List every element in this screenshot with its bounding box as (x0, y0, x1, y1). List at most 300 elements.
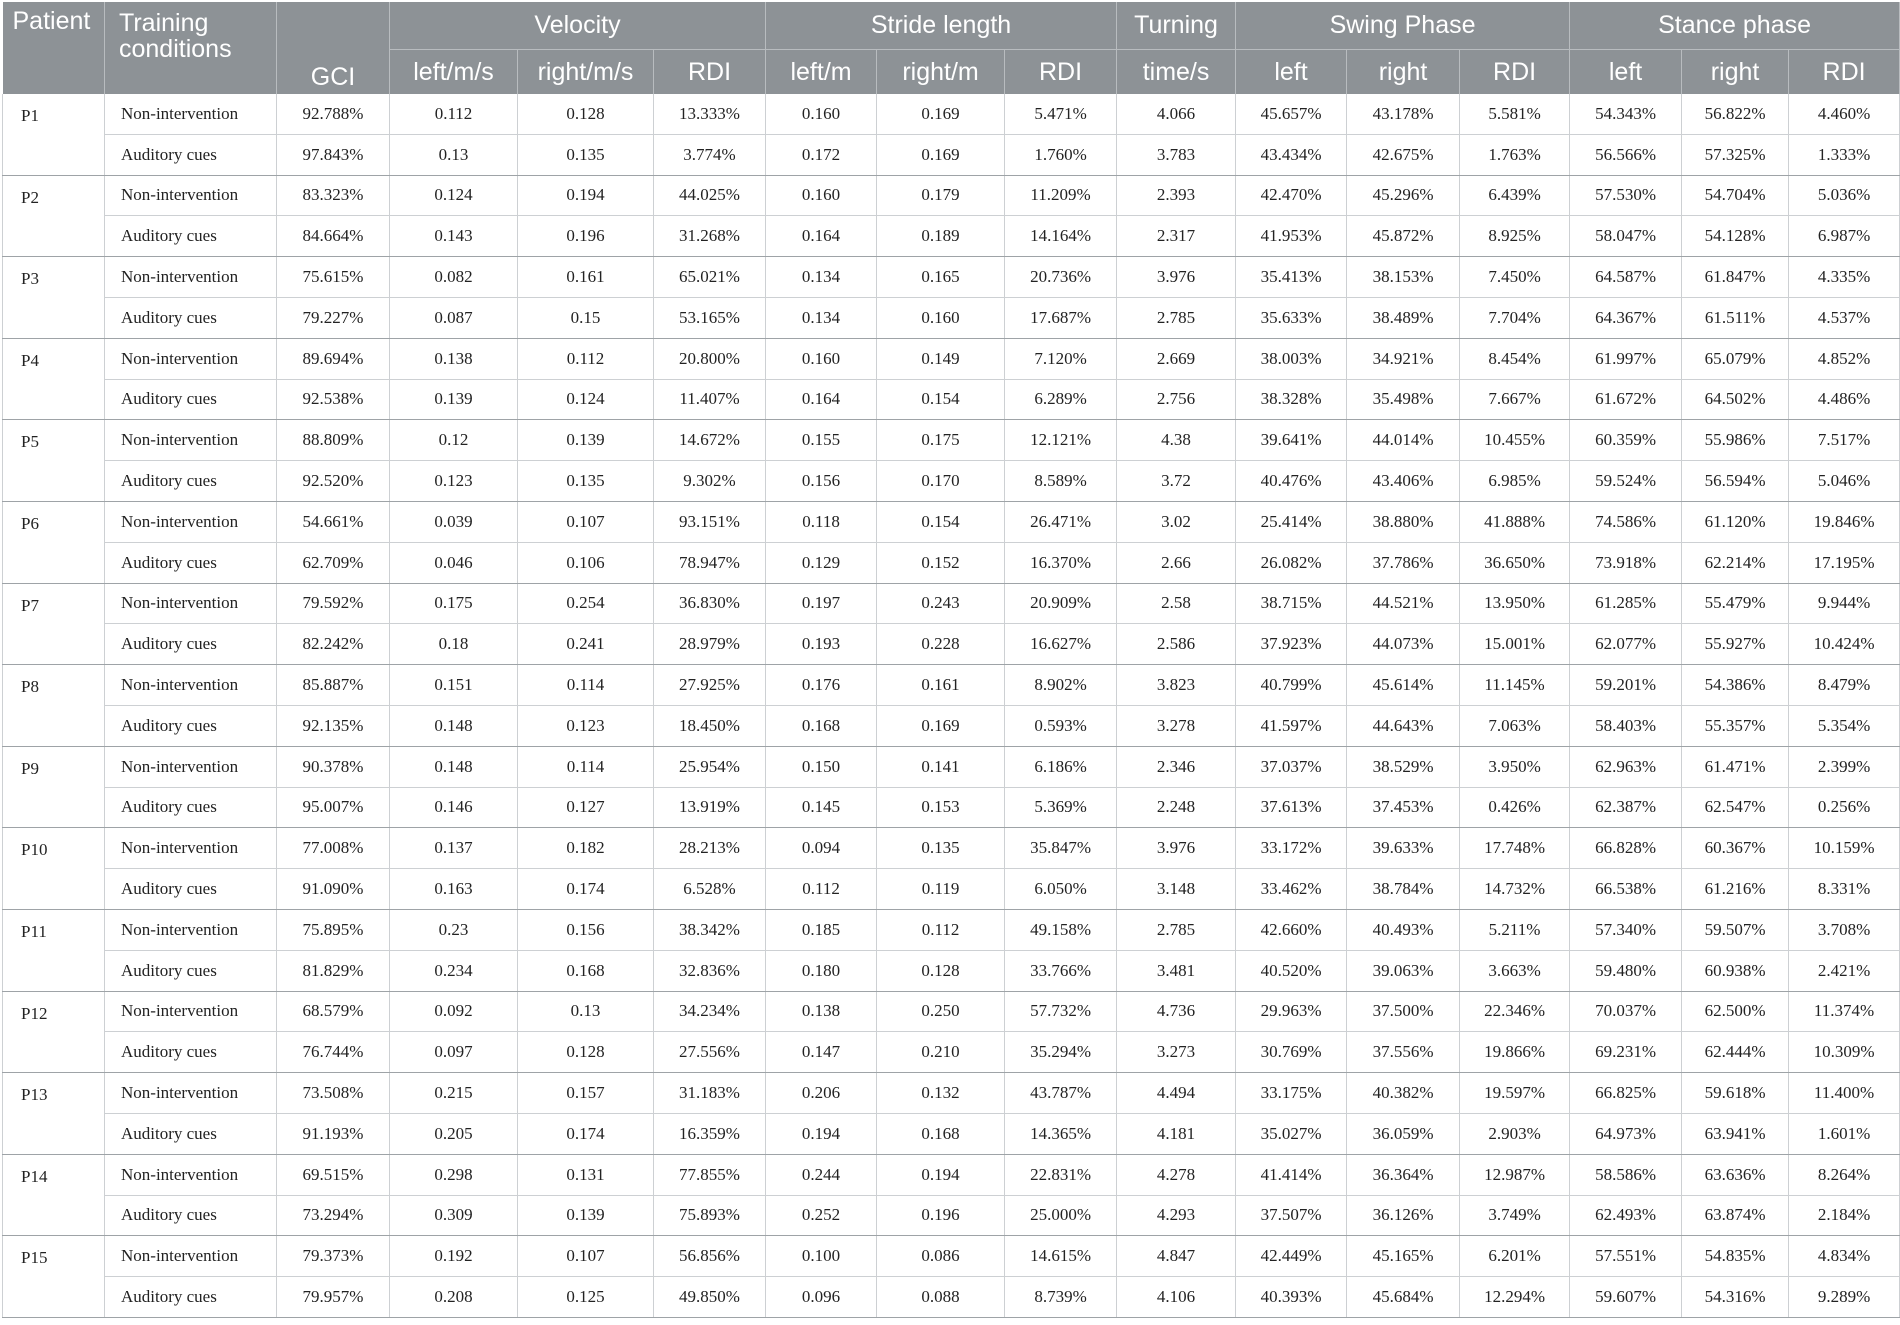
stride-right-cell: 0.152 (877, 542, 1005, 583)
stance-rdi-cell: 4.537% (1789, 297, 1900, 338)
patient-id-cell: P12 (3, 991, 105, 1073)
swing-right-cell: 38.784% (1347, 869, 1460, 910)
stance-right-cell: 63.874% (1682, 1195, 1789, 1236)
stride-left-cell: 0.164 (766, 379, 877, 420)
velocity-left-cell: 0.146 (390, 787, 518, 828)
stance-left-cell: 62.963% (1570, 746, 1682, 787)
stride-left-cell: 0.180 (766, 950, 877, 991)
swing-right-cell: 38.489% (1347, 297, 1460, 338)
stance-rdi-cell: 6.987% (1789, 216, 1900, 257)
stride-right-cell: 0.154 (877, 379, 1005, 420)
velocity-left-cell: 0.112 (390, 94, 518, 134)
stride-rdi-cell: 57.732% (1005, 991, 1117, 1032)
stride-left-cell: 0.094 (766, 828, 877, 869)
swing-right-cell: 38.880% (1347, 501, 1460, 542)
stride-right-cell: 0.169 (877, 94, 1005, 134)
gci-cell: 77.008% (277, 828, 390, 869)
stance-left-cell: 64.367% (1570, 297, 1682, 338)
turning-time-cell: 3.823 (1117, 665, 1236, 706)
swing-rdi-cell: 6.439% (1460, 175, 1570, 216)
velocity-left-cell: 0.097 (390, 1032, 518, 1073)
velocity-right-cell: 0.128 (518, 94, 654, 134)
stride-left-cell: 0.160 (766, 338, 877, 379)
stance-rdi-cell: 11.374% (1789, 991, 1900, 1032)
velocity-rdi-cell: 49.850% (654, 1277, 766, 1318)
swing-left-cell: 42.449% (1236, 1236, 1347, 1277)
swing-rdi-cell: 15.001% (1460, 624, 1570, 665)
velocity-right-cell: 0.107 (518, 501, 654, 542)
turning-time-cell: 4.066 (1117, 94, 1236, 134)
stride-right-cell: 0.170 (877, 461, 1005, 502)
turning-time-cell: 2.58 (1117, 583, 1236, 624)
turning-time-cell: 2.393 (1117, 175, 1236, 216)
stride-left-cell: 0.160 (766, 94, 877, 134)
swing-rdi-cell: 7.667% (1460, 379, 1570, 420)
swing-left-cell: 26.082% (1236, 542, 1347, 583)
training-condition-cell: Auditory cues (105, 379, 277, 420)
stance-rdi-cell: 2.184% (1789, 1195, 1900, 1236)
patient-id-cell: P11 (3, 909, 105, 991)
turning-time-cell: 4.106 (1117, 1277, 1236, 1318)
swing-right-cell: 35.498% (1347, 379, 1460, 420)
stance-left-cell: 69.231% (1570, 1032, 1682, 1073)
table-row (3, 501, 1900, 542)
gci-cell: 88.809% (277, 420, 390, 461)
swing-left-cell: 38.715% (1236, 583, 1347, 624)
training-condition-cell: Auditory cues (105, 705, 277, 746)
training-condition-cell: Non-intervention (105, 338, 277, 379)
patient-id-cell: P13 (3, 1073, 105, 1155)
stride-rdi-cell: 1.760% (1005, 134, 1117, 175)
stance-left-cell: 64.587% (1570, 257, 1682, 298)
swing-left-cell: 41.414% (1236, 1154, 1347, 1195)
stance-rdi-cell: 1.601% (1789, 1113, 1900, 1154)
stance-rdi-cell: 4.486% (1789, 379, 1900, 420)
table-row (3, 665, 1900, 706)
swing-right-cell: 45.165% (1347, 1236, 1460, 1277)
swing-right-cell: 44.521% (1347, 583, 1460, 624)
stride-rdi-cell: 16.370% (1005, 542, 1117, 583)
gci-cell: 79.373% (277, 1236, 390, 1277)
stride-rdi-cell: 22.831% (1005, 1154, 1117, 1195)
stride-rdi-cell: 11.209% (1005, 175, 1117, 216)
turning-time-cell: 2.66 (1117, 542, 1236, 583)
velocity-right-cell: 0.15 (518, 297, 654, 338)
velocity-left-cell: 0.151 (390, 665, 518, 706)
swing-left-cell: 38.003% (1236, 338, 1347, 379)
stride-left-cell: 0.118 (766, 501, 877, 542)
stride-rdi-cell: 17.687% (1005, 297, 1117, 338)
stride-rdi-cell: 6.186% (1005, 746, 1117, 787)
table-row (3, 869, 1900, 910)
stance-right-cell: 59.618% (1682, 1073, 1789, 1114)
turning-time-cell: 4.494 (1117, 1073, 1236, 1114)
stride-left-cell: 0.112 (766, 869, 877, 910)
patient-id-cell: P3 (3, 257, 105, 339)
stride-right-cell: 0.196 (877, 1195, 1005, 1236)
gci-cell: 79.592% (277, 583, 390, 624)
table-row (3, 1195, 1900, 1236)
table-row (3, 1236, 1900, 1277)
velocity-rdi-cell: 93.151% (654, 501, 766, 542)
stance-left-cell: 73.918% (1570, 542, 1682, 583)
patient-id-cell: P7 (3, 583, 105, 665)
training-condition-cell: Non-intervention (105, 583, 277, 624)
swing-right-cell: 44.643% (1347, 705, 1460, 746)
velocity-rdi-cell: 44.025% (654, 175, 766, 216)
velocity-right-cell: 0.106 (518, 542, 654, 583)
velocity-rdi-cell: 14.672% (654, 420, 766, 461)
velocity-rdi-cell: 6.528% (654, 869, 766, 910)
gci-cell: 97.843% (277, 134, 390, 175)
stance-left-cell: 59.480% (1570, 950, 1682, 991)
swing-right-cell: 37.786% (1347, 542, 1460, 583)
stride-left-cell: 0.134 (766, 257, 877, 298)
velocity-rdi-cell: 56.856% (654, 1236, 766, 1277)
stance-left-cell: 59.201% (1570, 665, 1682, 706)
velocity-right-cell: 0.135 (518, 461, 654, 502)
velocity-right-cell: 0.123 (518, 705, 654, 746)
swing-rdi-cell: 2.903% (1460, 1113, 1570, 1154)
stride-right-cell: 0.086 (877, 1236, 1005, 1277)
training-condition-cell: Auditory cues (105, 624, 277, 665)
header-gci: GCI (277, 2, 390, 94)
velocity-right-cell: 0.112 (518, 338, 654, 379)
velocity-rdi-cell: 16.359% (654, 1113, 766, 1154)
stance-left-cell: 62.387% (1570, 787, 1682, 828)
table-row (3, 583, 1900, 624)
stance-rdi-cell: 4.460% (1789, 94, 1900, 134)
header-stance-left: left (1570, 50, 1682, 95)
gci-cell: 79.957% (277, 1277, 390, 1318)
turning-time-cell: 4.38 (1117, 420, 1236, 461)
stance-rdi-cell: 5.046% (1789, 461, 1900, 502)
gci-cell: 92.135% (277, 705, 390, 746)
stride-rdi-cell: 43.787% (1005, 1073, 1117, 1114)
stride-right-cell: 0.250 (877, 991, 1005, 1032)
stance-left-cell: 70.037% (1570, 991, 1682, 1032)
table-row (3, 216, 1900, 257)
training-condition-cell: Non-intervention (105, 1154, 277, 1195)
stride-rdi-cell: 26.471% (1005, 501, 1117, 542)
header-stride-right: right/m (877, 50, 1005, 95)
header-velocity-right: right/m/s (518, 50, 654, 95)
swing-rdi-cell: 7.063% (1460, 705, 1570, 746)
stride-left-cell: 0.244 (766, 1154, 877, 1195)
velocity-left-cell: 0.124 (390, 175, 518, 216)
stance-rdi-cell: 10.309% (1789, 1032, 1900, 1073)
stance-right-cell: 55.986% (1682, 420, 1789, 461)
turning-time-cell: 4.278 (1117, 1154, 1236, 1195)
swing-left-cell: 40.393% (1236, 1277, 1347, 1318)
stride-rdi-cell: 8.902% (1005, 665, 1117, 706)
turning-time-cell: 3.72 (1117, 461, 1236, 502)
table-row (3, 991, 1900, 1032)
turning-time-cell: 3.783 (1117, 134, 1236, 175)
swing-right-cell: 39.633% (1347, 828, 1460, 869)
velocity-left-cell: 0.046 (390, 542, 518, 583)
stance-left-cell: 57.551% (1570, 1236, 1682, 1277)
patient-id-cell: P10 (3, 828, 105, 910)
stride-rdi-cell: 14.365% (1005, 1113, 1117, 1154)
swing-rdi-cell: 13.950% (1460, 583, 1570, 624)
header-stance-right: right (1682, 50, 1789, 95)
training-condition-cell: Auditory cues (105, 787, 277, 828)
stride-rdi-cell: 8.739% (1005, 1277, 1117, 1318)
stance-right-cell: 62.214% (1682, 542, 1789, 583)
stance-right-cell: 55.357% (1682, 705, 1789, 746)
table-row (3, 1277, 1900, 1318)
turning-time-cell: 2.248 (1117, 787, 1236, 828)
gci-cell: 90.378% (277, 746, 390, 787)
stride-rdi-cell: 0.593% (1005, 705, 1117, 746)
swing-rdi-cell: 5.211% (1460, 909, 1570, 950)
stance-rdi-cell: 10.159% (1789, 828, 1900, 869)
stride-left-cell: 0.096 (766, 1277, 877, 1318)
stance-right-cell: 64.502% (1682, 379, 1789, 420)
stance-right-cell: 61.471% (1682, 746, 1789, 787)
stride-right-cell: 0.169 (877, 705, 1005, 746)
gci-cell: 85.887% (277, 665, 390, 706)
gci-cell: 91.193% (277, 1113, 390, 1154)
stance-left-cell: 54.343% (1570, 94, 1682, 134)
stride-rdi-cell: 12.121% (1005, 420, 1117, 461)
swing-right-cell: 42.675% (1347, 134, 1460, 175)
header-stride-left: left/m (766, 50, 877, 95)
velocity-left-cell: 0.087 (390, 297, 518, 338)
swing-right-cell: 44.014% (1347, 420, 1460, 461)
swing-rdi-cell: 12.987% (1460, 1154, 1570, 1195)
velocity-left-cell: 0.148 (390, 746, 518, 787)
gci-cell: 89.694% (277, 338, 390, 379)
turning-time-cell: 2.785 (1117, 909, 1236, 950)
stance-right-cell: 54.386% (1682, 665, 1789, 706)
velocity-right-cell: 0.125 (518, 1277, 654, 1318)
swing-rdi-cell: 5.581% (1460, 94, 1570, 134)
velocity-right-cell: 0.131 (518, 1154, 654, 1195)
swing-left-cell: 30.769% (1236, 1032, 1347, 1073)
patient-id-cell: P1 (3, 94, 105, 175)
training-condition-cell: Non-intervention (105, 94, 277, 134)
stride-left-cell: 0.172 (766, 134, 877, 175)
gci-cell: 81.829% (277, 950, 390, 991)
turning-time-cell: 4.736 (1117, 991, 1236, 1032)
stance-rdi-cell: 2.421% (1789, 950, 1900, 991)
training-condition-cell: Auditory cues (105, 1113, 277, 1154)
gci-cell: 91.090% (277, 869, 390, 910)
velocity-rdi-cell: 13.919% (654, 787, 766, 828)
stride-rdi-cell: 14.615% (1005, 1236, 1117, 1277)
gci-cell: 75.615% (277, 257, 390, 298)
stance-right-cell: 54.128% (1682, 216, 1789, 257)
velocity-rdi-cell: 3.774% (654, 134, 766, 175)
header-patient: Patient (3, 2, 105, 94)
gci-cell: 92.538% (277, 379, 390, 420)
stance-left-cell: 61.672% (1570, 379, 1682, 420)
turning-time-cell: 3.976 (1117, 257, 1236, 298)
stance-rdi-cell: 8.331% (1789, 869, 1900, 910)
swing-left-cell: 37.923% (1236, 624, 1347, 665)
velocity-left-cell: 0.23 (390, 909, 518, 950)
velocity-right-cell: 0.196 (518, 216, 654, 257)
swing-rdi-cell: 0.426% (1460, 787, 1570, 828)
velocity-left-cell: 0.163 (390, 869, 518, 910)
training-condition-cell: Auditory cues (105, 134, 277, 175)
swing-rdi-cell: 8.925% (1460, 216, 1570, 257)
swing-right-cell: 36.059% (1347, 1113, 1460, 1154)
stride-rdi-cell: 35.294% (1005, 1032, 1117, 1073)
swing-rdi-cell: 10.455% (1460, 420, 1570, 461)
stride-rdi-cell: 20.736% (1005, 257, 1117, 298)
turning-time-cell: 2.785 (1117, 297, 1236, 338)
stance-left-cell: 58.403% (1570, 705, 1682, 746)
stride-right-cell: 0.165 (877, 257, 1005, 298)
table-row (3, 1113, 1900, 1154)
training-condition-cell: Non-intervention (105, 257, 277, 298)
velocity-left-cell: 0.082 (390, 257, 518, 298)
stride-right-cell: 0.243 (877, 583, 1005, 624)
velocity-rdi-cell: 9.302% (654, 461, 766, 502)
velocity-left-cell: 0.138 (390, 338, 518, 379)
gci-cell: 82.242% (277, 624, 390, 665)
table-row (3, 1073, 1900, 1114)
swing-left-cell: 45.657% (1236, 94, 1347, 134)
stance-right-cell: 54.704% (1682, 175, 1789, 216)
velocity-right-cell: 0.168 (518, 950, 654, 991)
stance-left-cell: 60.359% (1570, 420, 1682, 461)
stance-rdi-cell: 9.289% (1789, 1277, 1900, 1318)
training-condition-cell: Non-intervention (105, 1073, 277, 1114)
table-row (3, 950, 1900, 991)
gci-cell: 73.294% (277, 1195, 390, 1236)
swing-right-cell: 45.684% (1347, 1277, 1460, 1318)
velocity-rdi-cell: 28.213% (654, 828, 766, 869)
table-row (3, 909, 1900, 950)
table-row (3, 420, 1900, 461)
turning-time-cell: 2.346 (1117, 746, 1236, 787)
stride-right-cell: 0.154 (877, 501, 1005, 542)
swing-right-cell: 44.073% (1347, 624, 1460, 665)
stance-right-cell: 56.594% (1682, 461, 1789, 502)
swing-rdi-cell: 6.201% (1460, 1236, 1570, 1277)
stride-right-cell: 0.175 (877, 420, 1005, 461)
stride-left-cell: 0.100 (766, 1236, 877, 1277)
training-condition-cell: Non-intervention (105, 665, 277, 706)
swing-rdi-cell: 3.749% (1460, 1195, 1570, 1236)
training-condition-cell: Non-intervention (105, 420, 277, 461)
swing-right-cell: 40.382% (1347, 1073, 1460, 1114)
stride-right-cell: 0.168 (877, 1113, 1005, 1154)
training-condition-cell: Non-intervention (105, 175, 277, 216)
stride-left-cell: 0.168 (766, 705, 877, 746)
table-row (3, 828, 1900, 869)
stance-right-cell: 61.120% (1682, 501, 1789, 542)
swing-right-cell: 37.556% (1347, 1032, 1460, 1073)
swing-left-cell: 42.660% (1236, 909, 1347, 950)
velocity-right-cell: 0.128 (518, 1032, 654, 1073)
gci-cell: 54.661% (277, 501, 390, 542)
velocity-left-cell: 0.205 (390, 1113, 518, 1154)
stride-rdi-cell: 20.909% (1005, 583, 1117, 624)
patient-id-cell: P8 (3, 665, 105, 747)
stride-left-cell: 0.194 (766, 1113, 877, 1154)
gci-cell: 73.508% (277, 1073, 390, 1114)
swing-right-cell: 43.178% (1347, 94, 1460, 134)
stride-right-cell: 0.119 (877, 869, 1005, 910)
stance-right-cell: 63.636% (1682, 1154, 1789, 1195)
swing-rdi-cell: 12.294% (1460, 1277, 1570, 1318)
stance-right-cell: 60.367% (1682, 828, 1789, 869)
swing-left-cell: 29.963% (1236, 991, 1347, 1032)
stance-right-cell: 55.927% (1682, 624, 1789, 665)
swing-rdi-cell: 3.950% (1460, 746, 1570, 787)
stride-right-cell: 0.160 (877, 297, 1005, 338)
header-stance-phase: Stance phase (1570, 2, 1900, 50)
stride-rdi-cell: 49.158% (1005, 909, 1117, 950)
stance-left-cell: 56.566% (1570, 134, 1682, 175)
stance-left-cell: 74.586% (1570, 501, 1682, 542)
velocity-left-cell: 0.298 (390, 1154, 518, 1195)
velocity-left-cell: 0.092 (390, 991, 518, 1032)
header-swing-right: right (1347, 50, 1460, 95)
velocity-rdi-cell: 11.407% (654, 379, 766, 420)
velocity-left-cell: 0.139 (390, 379, 518, 420)
swing-left-cell: 39.641% (1236, 420, 1347, 461)
swing-left-cell: 41.953% (1236, 216, 1347, 257)
swing-right-cell: 38.153% (1347, 257, 1460, 298)
header-training-conditions: Training conditions (105, 2, 277, 94)
training-condition-cell: Auditory cues (105, 950, 277, 991)
stance-rdi-cell: 2.399% (1789, 746, 1900, 787)
stride-right-cell: 0.128 (877, 950, 1005, 991)
swing-rdi-cell: 14.732% (1460, 869, 1570, 910)
swing-rdi-cell: 17.748% (1460, 828, 1570, 869)
stance-rdi-cell: 5.354% (1789, 705, 1900, 746)
velocity-right-cell: 0.139 (518, 1195, 654, 1236)
table-row (3, 746, 1900, 787)
swing-rdi-cell: 7.450% (1460, 257, 1570, 298)
training-condition-cell: Auditory cues (105, 1032, 277, 1073)
stride-left-cell: 0.155 (766, 420, 877, 461)
swing-right-cell: 37.453% (1347, 787, 1460, 828)
velocity-right-cell: 0.13 (518, 991, 654, 1032)
swing-rdi-cell: 36.650% (1460, 542, 1570, 583)
stance-right-cell: 63.941% (1682, 1113, 1789, 1154)
header-turning-time: time/s (1117, 50, 1236, 95)
table-row (3, 94, 1900, 134)
stance-left-cell: 64.973% (1570, 1113, 1682, 1154)
velocity-left-cell: 0.175 (390, 583, 518, 624)
table-row (3, 1154, 1900, 1195)
velocity-right-cell: 0.135 (518, 134, 654, 175)
velocity-rdi-cell: 53.165% (654, 297, 766, 338)
swing-left-cell: 40.799% (1236, 665, 1347, 706)
table-row (3, 624, 1900, 665)
stance-left-cell: 57.530% (1570, 175, 1682, 216)
swing-left-cell: 33.462% (1236, 869, 1347, 910)
velocity-right-cell: 0.114 (518, 746, 654, 787)
gci-cell: 92.788% (277, 94, 390, 134)
stance-right-cell: 61.216% (1682, 869, 1789, 910)
table-row (3, 787, 1900, 828)
velocity-right-cell: 0.194 (518, 175, 654, 216)
swing-left-cell: 25.414% (1236, 501, 1347, 542)
swing-right-cell: 37.500% (1347, 991, 1460, 1032)
stride-right-cell: 0.210 (877, 1032, 1005, 1073)
patient-id-cell: P9 (3, 746, 105, 828)
stride-left-cell: 0.145 (766, 787, 877, 828)
stride-rdi-cell: 6.289% (1005, 379, 1117, 420)
